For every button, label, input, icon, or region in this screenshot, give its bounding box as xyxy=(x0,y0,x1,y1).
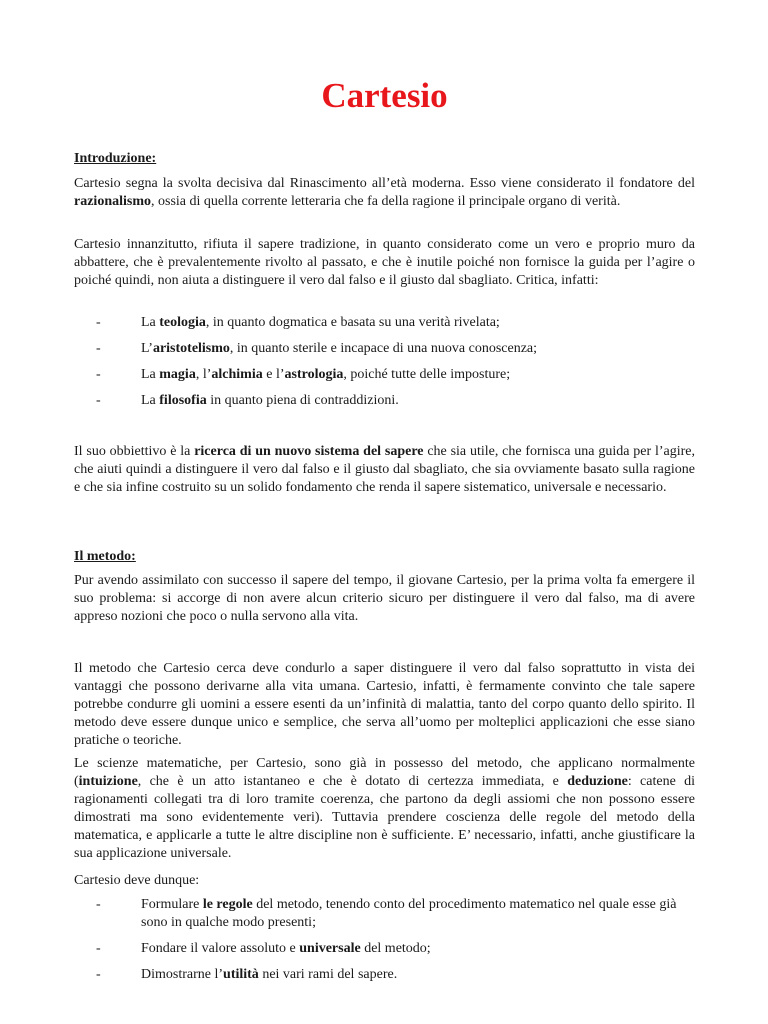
list-dash: - xyxy=(96,341,101,356)
text-run: L’ xyxy=(141,341,153,356)
bold-term: astrologia xyxy=(284,367,344,382)
list-dash: - xyxy=(96,367,101,382)
text-run: che sia utile, che fornisca una guida per l’agire, che aiuti quindi a distinguere il vero dal falso e il giusto dal sbagliato, che sia ovviamente basato sulla ragione e che sia infine costruito su un solido fondamento che renda il sapere sistematico, universale e necessario. xyxy=(74,444,695,495)
text-run: del metodo; xyxy=(360,941,431,956)
critique-list xyxy=(74,314,695,418)
list-item xyxy=(74,940,695,958)
paragraph-metodo-2: Il metodo che Cartesio cerca deve condurlo a saper distinguere il vero dal falso soprattutto in vista dei vantaggi che possono derivarne alla vita umana. Cartesio, infatti, è fermamente convinto che tale sapere potrebbe condurre gli uomini a essere esenti da un’infinità di malattia, tanto del corpo quanto dello spirito. Il metodo deve essere dunque unico e semplice, che serva all’uomo per molteplici applicazioni che esse siano pratiche o teoriche. xyxy=(74,661,695,748)
list-item xyxy=(74,340,695,358)
bold-term: filosofia xyxy=(159,393,207,408)
document-title: Cartesio xyxy=(321,76,448,115)
paragraph-intro-3 xyxy=(74,443,695,497)
list-dash: - xyxy=(96,315,101,330)
text-run: Fondare il valore assoluto e xyxy=(141,941,300,956)
list-dash: - xyxy=(96,897,101,912)
paragraph-metodo-3 xyxy=(74,755,695,863)
text-run: Cartesio segna la svolta decisiva dal Rinascimento all’età moderna. Esso viene considerato il fondatore del xyxy=(74,176,695,191)
text-run: nei vari rami del sapere. xyxy=(258,967,398,982)
bold-term: universale xyxy=(299,941,361,956)
bold-term: alchimia xyxy=(211,367,263,382)
text-run: La xyxy=(141,393,160,408)
section-heading-introduzione: Introduzione: xyxy=(74,151,157,166)
list-dash: - xyxy=(96,393,101,408)
method-steps-list xyxy=(74,896,695,984)
text-run: , l’ xyxy=(195,367,212,382)
text-run: Dimostrarne l’ xyxy=(141,967,224,982)
text-run: La xyxy=(141,315,160,330)
bold-term: ricerca di un nuovo sistema del sapere xyxy=(194,444,424,459)
list-item xyxy=(74,314,695,332)
bold-term: magia xyxy=(159,367,196,382)
list-item xyxy=(74,896,695,932)
text-run: del metodo, tenendo conto del procedimento matematico nel quale esse già sono in qualche modo presenti; xyxy=(141,897,677,930)
text-run: , in quanto sterile e incapace di una nuova conoscenza; xyxy=(229,341,538,356)
text-run: Formulare xyxy=(141,897,203,912)
text-run: , poiché tutte delle imposture; xyxy=(343,367,511,382)
section-heading-metodo: Il metodo: xyxy=(74,549,136,564)
list-item xyxy=(74,966,695,984)
text-run: Il suo obbiettivo è la xyxy=(74,444,195,459)
text-run: e l’ xyxy=(262,367,285,382)
text-run: , ossia di quella corrente letteraria che fa della ragione il principale organo di verità. xyxy=(151,194,621,209)
bold-term: teologia xyxy=(159,315,206,330)
list-item xyxy=(74,392,695,410)
paragraph-intro-2: Cartesio innanzitutto, rifiuta il sapere tradizione, in quanto considerato come un vero e proprio muro da abbattere, che è prevalentemente rivolto al passato, e che è inutile poiché non fornisce la guida per l’agire o poiché quindi, non aiuta a distinguere il vero dal falso e il giusto dal sbagliato. Critica, infatti: xyxy=(74,237,695,288)
bold-term: utilità xyxy=(223,967,259,982)
text-run: , in quanto dogmatica e basata su una verità rivelata; xyxy=(205,315,500,330)
text-run: : catene di ragionamenti collegati tra di loro tramite coerenza, che partono da degli assiomi che non possono essere dimostrati ma sono evidentemente veri). Tuttavia prendere coscienza delle regole del metodo della matematica, e applicarle a tutte le altre discipline non è sufficiente. E’ necessario, infatti, anche giustificare la sua applicazione universale. xyxy=(74,774,695,861)
bold-term: razionalismo xyxy=(74,194,151,209)
bold-term: le regole xyxy=(202,897,253,912)
text-run: Le scienze matematiche, per Cartesio, sono già in possesso del metodo, che applicano normalmente ( xyxy=(74,756,695,789)
paragraph-metodo-4: Cartesio deve dunque: xyxy=(74,873,200,888)
bold-term: intuizione xyxy=(78,774,138,789)
bold-term: deduzione xyxy=(567,774,628,789)
list-dash: - xyxy=(96,941,101,956)
paragraph-intro-1 xyxy=(74,175,695,211)
text-run: , che è un atto istantaneo e che è dotato di certezza immediata, e xyxy=(137,774,568,789)
paragraph-metodo-1: Pur avendo assimilato con successo il sapere del tempo, il giovane Cartesio, per la prima volta fa emergere il suo problema: si accorge di non avere alcun criterio sicuro per distinguere il vero dal falso, ma di avere appreso nozioni che poco o nulla servono alla vita. xyxy=(74,573,695,624)
text-run: in quanto piena di contraddizioni. xyxy=(206,393,399,408)
list-dash: - xyxy=(96,967,101,982)
bold-term: aristotelismo xyxy=(152,341,230,356)
text-run: La xyxy=(141,367,160,382)
list-item xyxy=(74,366,695,384)
